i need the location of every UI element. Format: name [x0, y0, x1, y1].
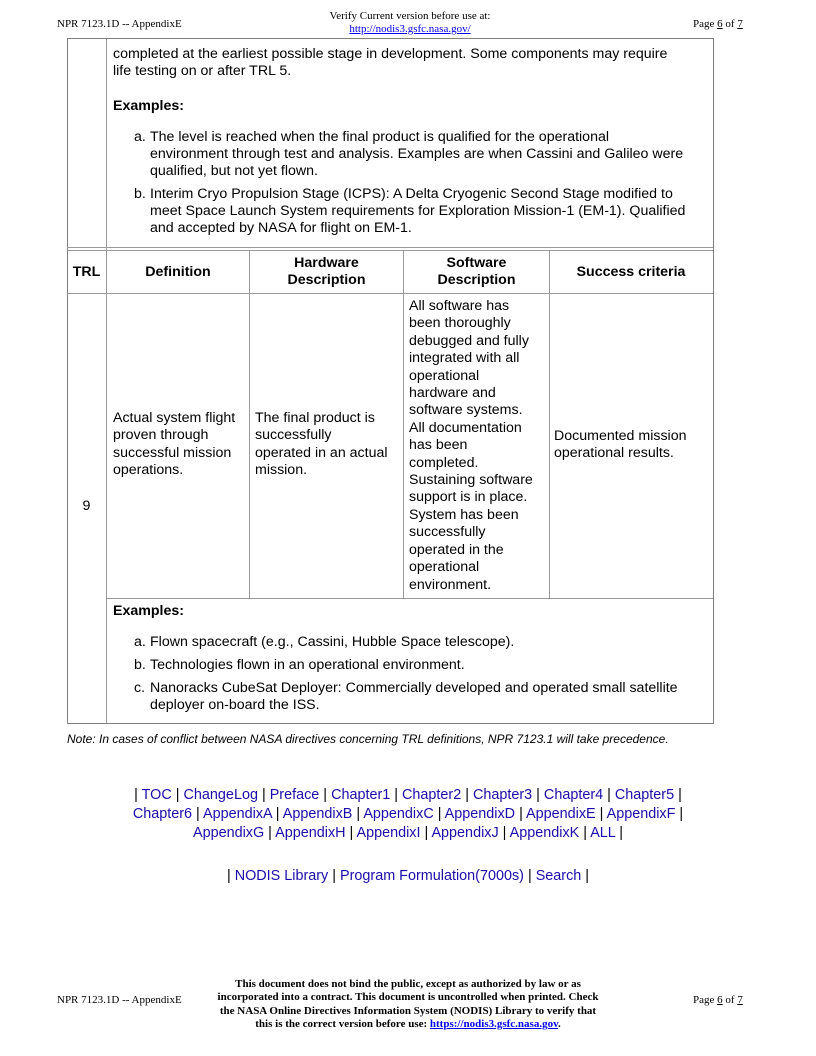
footer-disclaimer-last-line	[196, 1018, 620, 1031]
header-verify	[260, 10, 560, 36]
footer-page-word: Page	[693, 994, 715, 1006]
footer-disclaimer-line: incorporated into a contract. This document is uncontrolled when printed. Check	[217, 991, 599, 1004]
header-software-description	[404, 251, 549, 293]
software-line: Sustaining software	[409, 472, 533, 489]
definition-cell	[113, 410, 247, 480]
footer-disclaimer-line: the NASA Online Directives Information System (NODIS) Library to verify that	[219, 1004, 597, 1017]
hardware-line: operated in an actual	[255, 444, 388, 461]
footer-document-id: NPR 7123.1D -- AppendixE	[57, 994, 182, 1006]
example-line: Flown spacecraft (e.g., Cassini, Hubble Space telescope).	[150, 634, 515, 650]
header-page-number	[693, 18, 743, 30]
nav-separator: |	[257, 787, 270, 803]
footer-disclaimer-prefix: this is the correct version before use:	[255, 1018, 428, 1031]
nav-separator: |	[319, 787, 332, 803]
footer-page-total: 7	[737, 994, 743, 1006]
list-marker: b.	[134, 657, 146, 673]
nav-separator: |	[595, 806, 607, 822]
nav-link-chapter6[interactable]: Chapter6	[132, 806, 193, 822]
trl9-example-b	[134, 657, 714, 675]
definition-line: Actual system flight	[113, 410, 236, 426]
nav-link-appendixd[interactable]: AppendixD	[444, 806, 516, 822]
example-line: Technologies flown in an operational environment.	[150, 657, 465, 673]
nav-separator: |	[352, 806, 364, 822]
footer-page-of: of	[725, 994, 735, 1006]
nav-row-3	[67, 824, 749, 843]
nav-separator: |	[461, 787, 473, 803]
header-verify-link[interactable]: http://nodis3.gsfc.nasa.gov/	[349, 23, 471, 35]
footer-disclaimer	[196, 978, 620, 1032]
list-marker: a.	[134, 129, 146, 145]
header-trl: TRL	[72, 263, 101, 280]
trl8-example-a	[134, 129, 714, 183]
row9-divider	[107, 598, 713, 599]
software-line: environment.	[409, 576, 492, 593]
example-line: The level is reached when the final product is qualified for the operational	[150, 129, 610, 145]
nav-link-appendixa[interactable]: AppendixA	[202, 806, 272, 822]
trl9-example-a	[134, 634, 714, 652]
trl8-text-line-2: life testing on or after TRL 5.	[113, 63, 292, 79]
definition-line: proven through	[113, 427, 209, 444]
software-line: hardware and	[409, 385, 496, 402]
trl8-text-line-1: completed at the earliest possible stage in development. Some components may require	[113, 46, 668, 62]
nav-separator: |	[390, 787, 403, 803]
header-software-line-2: Description	[437, 272, 516, 288]
example-line: meet Space Launch System requirements for Exploration Mission-1 (EM-1). Qualified	[150, 203, 686, 219]
hardware-cell	[255, 410, 401, 480]
nav-separator: |	[523, 868, 536, 884]
software-line: debugged and fully	[409, 332, 529, 349]
software-line: All software has	[409, 298, 510, 314]
nav-link-appendixf[interactable]: AppendixF	[606, 806, 676, 822]
nav-separator: |	[328, 868, 340, 884]
nav-link-toc[interactable]: TOC	[141, 787, 172, 803]
nav-link-appendixj[interactable]: AppendixJ	[431, 825, 499, 841]
header-definition: Definition	[145, 263, 211, 280]
example-line: Nanoracks CubeSat Deployer: Commercially developed and operated small satellite	[150, 680, 678, 696]
nav-link-changelog[interactable]: ChangeLog	[183, 787, 258, 803]
trl8-example-b	[134, 186, 714, 240]
hardware-line: The final product is	[255, 410, 375, 426]
software-line: All documentation	[409, 419, 522, 436]
hardware-line: successfully	[255, 427, 332, 444]
nav-link-appendixk[interactable]: AppendixK	[509, 825, 580, 841]
hardware-column-divider	[403, 250, 404, 599]
header-hardware-line-1: Hardware	[294, 255, 359, 271]
header-verify-text: Verify Current version before use at:	[329, 10, 491, 22]
success-line: operational results.	[554, 445, 674, 462]
software-line: been thoroughly	[409, 315, 511, 332]
software-line: System has been	[409, 506, 519, 523]
nav-separator: |	[675, 806, 684, 822]
nav-row-2	[67, 805, 749, 824]
nav-link-preface[interactable]: Preface	[269, 787, 320, 803]
nav-separator: |	[515, 806, 527, 822]
software-line: completed.	[409, 454, 479, 471]
nav-link-appendixc[interactable]: AppendixC	[363, 806, 434, 822]
header-software-line-1: Software	[446, 255, 507, 271]
trl-table	[67, 38, 714, 724]
nav-library-row	[67, 867, 749, 886]
nav-separator: |	[226, 868, 235, 884]
nav-separator: |	[498, 825, 510, 841]
software-line: operated in the	[409, 541, 504, 558]
definition-column-divider	[249, 250, 250, 599]
header-page-current: 6	[717, 18, 723, 30]
nav-separator: |	[532, 787, 544, 803]
example-line: Interim Cryo Propulsion Stage (ICPS): A Delta Cryogenic Second Stage modified to	[150, 186, 673, 202]
nav-link-chapter1[interactable]: Chapter1	[331, 787, 391, 803]
nav-separator: |	[264, 825, 276, 841]
nav-link-chapter4[interactable]: Chapter4	[543, 787, 604, 803]
software-cell	[409, 298, 547, 594]
footer-page-current: 6	[717, 994, 723, 1006]
header-hardware-line-2: Description	[287, 272, 366, 288]
example-line: and accepted by NASA for flight on EM-1.	[150, 220, 412, 236]
nav-separator: |	[134, 787, 142, 803]
nav-link-appendixg[interactable]: AppendixG	[192, 825, 265, 841]
nav-separator: |	[271, 806, 283, 822]
software-line: has been	[409, 437, 468, 454]
trl9-examples-label: Examples:	[113, 603, 184, 619]
trl-column-divider	[106, 38, 107, 723]
header-page-of: of	[725, 18, 735, 30]
list-marker: a.	[134, 634, 146, 650]
software-column-divider	[549, 250, 550, 599]
footer-disclaimer-line: This document does not bind the public, except as authorized by law or as	[235, 978, 581, 990]
nav-separator: |	[674, 787, 682, 803]
footer-page-number	[693, 994, 743, 1006]
nav-separator: |	[345, 825, 357, 841]
software-line: operational	[409, 559, 480, 576]
nav-link-appendixi[interactable]: AppendixI	[356, 825, 421, 841]
trl-level-9: 9	[82, 498, 91, 514]
header-page-total: 7	[737, 18, 743, 30]
nav-link-chapter5[interactable]: Chapter5	[614, 787, 675, 803]
header-document-id: NPR 7123.1D -- AppendixE	[57, 18, 182, 30]
software-line: software systems.	[409, 402, 523, 419]
footer-nodis-link[interactable]: https://nodis3.gsfc.nasa.gov	[429, 1018, 558, 1031]
row-divider-top	[67, 247, 713, 248]
header-page-word: Page	[693, 18, 715, 30]
nav-link-appendixh[interactable]: AppendixH	[275, 825, 346, 841]
nav-link-appendixe[interactable]: AppendixE	[526, 806, 596, 822]
nav-link-search[interactable]: Search	[535, 868, 582, 884]
software-line: successfully	[409, 524, 486, 541]
nav-link-appendixb[interactable]: AppendixB	[282, 806, 353, 822]
software-line: integrated with all	[409, 350, 520, 367]
trl8-examples-label: Examples:	[113, 98, 184, 114]
trl9-example-c	[134, 680, 714, 716]
nav-link-chapter2[interactable]: Chapter2	[402, 787, 462, 803]
software-line: operational	[409, 367, 480, 384]
nav-link-all[interactable]: ALL	[590, 825, 616, 841]
hardware-line: mission.	[255, 462, 308, 479]
nav-separator: |	[420, 825, 432, 841]
nav-separator: |	[433, 806, 445, 822]
example-line: deployer on-board the ISS.	[150, 697, 320, 713]
success-line: Documented mission	[554, 428, 687, 444]
trl-precedence-note: Note: In cases of conflict between NASA directives concerning TRL definitions, NPR 7123.1 will take precedence.	[67, 732, 669, 746]
definition-line: operations.	[113, 462, 184, 479]
nav-separator: |	[171, 787, 184, 803]
header-success-criteria: Success criteria	[576, 263, 686, 280]
footer-period: .	[557, 1018, 561, 1031]
nav-link-program-formulation-7000s[interactable]: Program Formulation(7000s)	[340, 868, 524, 884]
nav-link-nodis-library[interactable]: NODIS Library	[234, 868, 329, 884]
header-hardware-description	[250, 251, 403, 293]
list-marker: c.	[134, 680, 146, 696]
definition-line: successful mission	[113, 444, 232, 461]
example-line: qualified, but not yet flown.	[150, 163, 318, 179]
nav-separator: |	[192, 806, 203, 822]
success-criteria-cell	[554, 428, 710, 463]
nav-separator: |	[603, 787, 615, 803]
nav-separator: |	[579, 825, 591, 841]
list-marker: b.	[134, 186, 146, 202]
nav-link-chapter3[interactable]: Chapter3	[472, 787, 533, 803]
nav-row-1	[67, 786, 749, 805]
header-row-bottom	[67, 293, 713, 294]
nav-separator: |	[615, 825, 624, 841]
nav-separator: |	[581, 868, 590, 884]
example-line: environment through test and analysis. Examples are when Cassini and Galileo were	[150, 146, 684, 162]
software-line: support is in place.	[409, 489, 528, 506]
